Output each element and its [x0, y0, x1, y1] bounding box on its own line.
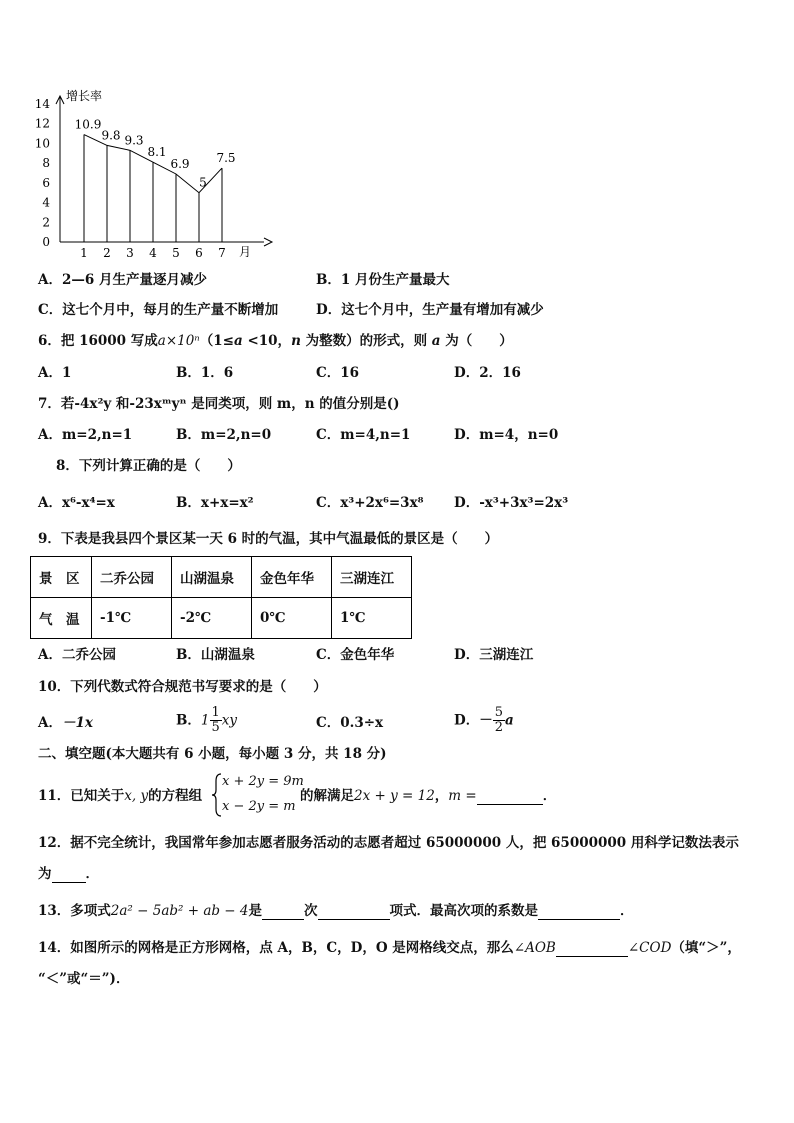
q12-line-1: 12．据不完全统计，我国常年参加志愿者服务活动的志愿者超过 65000000 人，把 65000000 用科学记数法表示	[38, 835, 739, 851]
q7-option-a: A．m=2,n=1	[38, 427, 133, 443]
y-tick-label: 0	[42, 235, 50, 249]
q6-option-b: B．1．6	[176, 365, 234, 381]
q11-equation-1: x + 2y = 9m	[222, 774, 304, 789]
y-tick-label: 12	[34, 116, 50, 131]
q12-line-2: 为 ．	[38, 866, 99, 882]
q8-option-c: C．x³+2x⁶=3x⁸	[316, 495, 424, 511]
y-tick-label: 10	[34, 136, 50, 151]
table-cell: 气 温	[31, 598, 92, 639]
q9-option-c: C．金色年华	[316, 647, 395, 663]
q6-option-c: C．16	[316, 365, 360, 381]
table-cell: 1℃	[332, 598, 412, 639]
data-label: 9.3	[124, 133, 144, 148]
section-heading: 二、填空题(本大题共有 6 小题，每小题 3 分，共 18 分)	[38, 746, 387, 762]
y-tick-label: 6	[42, 175, 50, 190]
x-tick-label: 2	[103, 246, 111, 260]
q11-equation-2: x − 2y = m	[222, 799, 296, 814]
q5-option-b: B．1 月份生产量最大	[316, 272, 450, 288]
q7-option-b: B．m=2,n=0	[176, 427, 272, 443]
q7-stem: 7．若-4x²y 和-23xᵐyⁿ 是同类项，则 m，n 的值分别是()	[38, 396, 400, 412]
q11-stem-end: 的解满足2x + y = 12，m = ．	[300, 788, 557, 804]
data-label: 8.1	[147, 145, 167, 160]
x-axis-arrow	[264, 238, 272, 246]
q6-stem: 6．把 16000 写成a×10ⁿ（1≤a <10，n 为整数）的形式，则 a 为（ ）	[38, 333, 513, 349]
x-tick-label: 6	[195, 246, 203, 260]
table-cell: 景 区	[31, 557, 92, 598]
q10-option-b: B．1 $\frac{1}{5}$ xy	[176, 705, 238, 735]
data-label: 6.9	[170, 156, 190, 171]
table-cell: -1℃	[92, 598, 172, 639]
q5-option-a: A．2—6 月生产量逐月减少	[38, 272, 207, 288]
table-cell: 金色年华	[252, 557, 332, 598]
data-label: 5	[199, 175, 207, 190]
q8-option-d: D．-x³+3x³=2x³	[454, 495, 569, 511]
data-label: 9.8	[101, 128, 121, 143]
q9-option-b: B．山湖温泉	[176, 647, 255, 663]
data-label: 7.5	[216, 151, 236, 166]
x-tick-label: 4	[149, 246, 157, 260]
q8-option-a: A．x⁶-x⁴=x	[38, 495, 115, 511]
x-tick-label: 3	[126, 246, 134, 260]
table-cell: -2℃	[172, 598, 252, 639]
q9-option-d: D．三湖连江	[454, 647, 534, 663]
y-axis-label: 增长率	[66, 89, 103, 103]
q10-option-c: C．0.3÷x	[316, 715, 384, 731]
table-cell: 二乔公园	[92, 557, 172, 598]
q8-option-b: B．x+x=x²	[176, 495, 254, 511]
q8-stem: 8．下列计算正确的是（ ）	[56, 458, 241, 474]
table-row	[31, 557, 412, 598]
q6-option-d: D．2．16	[454, 365, 521, 381]
y-tick-label: 8	[42, 156, 50, 171]
q14-line-1: 14．如图所示的网格是正方形网格，点 A，B，C，D，O 是网格线交点，那么∠AOB ∠COD（填“＞”，	[38, 940, 741, 956]
x-tick-label: 1	[80, 246, 88, 260]
q14-line-2: “＜”或“＝”)．	[38, 971, 130, 987]
q5-option-c: C．这七个月中，每月的生产量不断增加	[38, 302, 279, 318]
q9-option-a: A．二乔公园	[38, 647, 116, 663]
q10-option-d: D．－ $\frac{5}{2}$ a	[454, 705, 514, 735]
q11-stem-start: 11．已知关于x, y的方程组	[38, 788, 203, 804]
table-cell: 三湖连江	[332, 557, 412, 598]
x-axis-label: 月	[239, 245, 252, 259]
temperature-table	[30, 556, 412, 639]
y-tick-label: 4	[42, 195, 50, 210]
table-cell: 山湖温泉	[172, 557, 252, 598]
q7-option-d: D．m=4，n=0	[454, 427, 559, 443]
growth-rate-chart	[30, 80, 280, 265]
q10-option-a: A．－1x	[38, 715, 93, 731]
q10-stem: 10．下列代数式符合规范书写要求的是（ ）	[38, 679, 327, 695]
q5-option-d: D．这七个月中，生产量有增加有减少	[316, 302, 544, 318]
table-row	[31, 598, 412, 639]
q13-stem: 13．多项式2a² − 5ab² + ab − 4是 次 项式．最高次项的系数是 ．	[38, 903, 634, 919]
x-tick-label: 5	[172, 246, 180, 260]
table-cell: 0℃	[252, 598, 332, 639]
system-brace	[212, 773, 222, 817]
q7-option-c: C．m=4,n=1	[316, 427, 411, 443]
data-label: 10.9	[74, 117, 102, 132]
q6-option-a: A．1	[38, 365, 72, 381]
q9-stem: 9．下表是我县四个景区某一天 6 时的气温，其中气温最低的景区是（ ）	[38, 531, 499, 547]
y-tick-label: 14	[34, 97, 50, 111]
y-tick-label: 2	[42, 215, 50, 230]
x-tick-label: 7	[218, 246, 226, 260]
